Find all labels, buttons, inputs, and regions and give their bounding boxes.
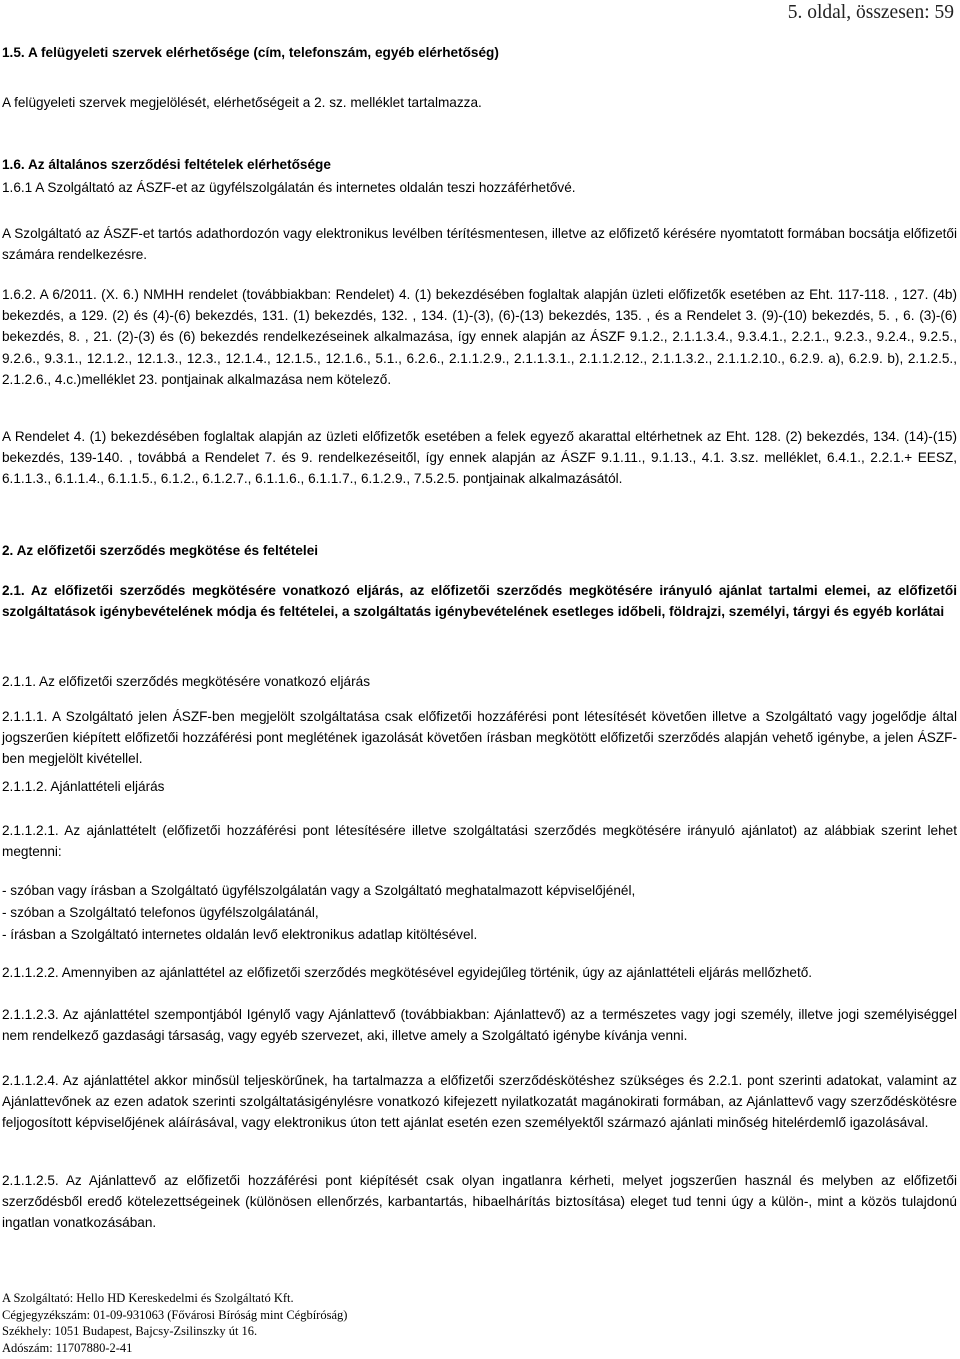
list-item: - szóban vagy írásban a Szolgáltató ügyfélszolgálatán vagy a Szolgáltató meghatalmazott képviselőjénél,: [2, 883, 636, 898]
section-1-6-2: 1.6.2. A 6/2011. (X. 6.) NMHH rendelet (továbbiakban: Rendelet) 4. (1) bekezdésében foglaltak alapján üzleti előfizetők esetében az Eht. 117-118. , 127. (4b) bekezdés, a 129. (2) és (4)-(6) bekezdés, 131. (1) bekezdés, 132. , 134. (1)-(3), (6)-(13) bekezdés, 135. , és a Rendelet 3. (9)-(10) bekezdés, 5. , 6. (3)-(6) bekezdés, 8. , 21. (2)-(3) és (6) bekezdés rendelkezéseinek alkalmazása, így ennek alapján az ÁSZF 9.1.2., 2.1.1.3.4., 9.3.4.1., 2.2.1., 9.2.3., 9.2.4., 9.2.5., 9.2.6., 9.3.1., 12.1.2., 12.1.3., 12.3., 12.1.4., 12.1.5., 12.1.6., 5.1., 6.2.6., 2.1.1.2.9., 2.1.1.3.1., 2.1.1.2.12., 2.1.1.3.2., 2.1.1.2.10., 6.2.9. a), 6.2.9. b), 2.1.2.5., 2.1.2.6., 4.c.)melléklet 23. pontjainak alkalmazása nem kötelező.: [2, 287, 957, 387]
section-2-1-1-2-2: 2.1.1.2.2. Amennyiben az ajánlattétel az előfizetői szerződés megkötésével egyidejűleg történik, úgy az ajánlattételi eljárás mellőzhető.: [2, 965, 813, 980]
footer-tax-number: Adószám: 11707880-2-41: [2, 1340, 133, 1355]
section-2-1-heading: 2.1. Az előfizetői szerződés megkötésére vonatkozó eljárás, az előfizetői szerződés megkötésére irányuló ajánlat tartalmi elemei, az előfizetői szolgáltatások igénybevételének módja és feltételei, a szolgáltatás igénybevételének esetleges időbeli, földrajzi, személyi, tárgyi és egyéb korlátai: [2, 583, 957, 620]
section-2-1-1: 2.1.1. Az előfizetői szerződés megkötésére vonatkozó eljárás: [2, 674, 370, 689]
page-number-label: 5. oldal, összesen: 59: [787, 2, 954, 23]
section-2-1-1-2-3: 2.1.1.2.3. Az ajánlattétel szempontjából Igénylő vagy Ajánlattevő (továbbiakban: Ajánlattevő) az a természetes vagy jogi személy, illetve jogi személyiséggel nem rendelkező gazdasági társaság, vagy egyéb szervezet, aki, illetve amely a Szolgáltató igénybe kívánja venni.: [2, 1007, 957, 1044]
section-1-5-heading: 1.5. A felügyeleti szervek elérhetősége (cím, telefonszám, egyéb elérhetőség): [2, 45, 499, 60]
section-2-1-1-2-1: 2.1.1.2.1. Az ajánlattételt (előfizetői hozzáférési pont létesítésére illetve szolgáltatási szerződés megkötésére irányuló ajánlatot) az alábbiak szerint lehet megtenni:: [2, 823, 957, 860]
section-2-1-1-2-4: 2.1.1.2.4. Az ajánlattétel akkor minősül teljeskörűnek, ha tartalmazza a előfizetői szerződéskötéshez szükséges és 2.2.1. pont szerinti adatokat, valamint az Ajánlattevőnek az ezen adatok szerinti szolgáltatásigénylésre vonatkozó kifejezett nyilatkozatát magánokirati formában, az Ajánlattevő vagy szerződéskötésre feljogosított képviselőjének aláírásával, vagy elektronikus úton tett ajánlat esetén ezen személyektől származó ajánlati minőség hitelérdemlő igazolásával.: [2, 1073, 957, 1131]
section-1-6-1-line1: 1.6.1 A Szolgáltató az ÁSZF-et az ügyfélszolgálatán és internetes oldalán teszi hozzáférhetővé.: [2, 180, 576, 195]
footer-address: Székhely: 1051 Budapest, Bajcsy-Zsilinszky út 16.: [2, 1324, 258, 1338]
section-2-1-1-2: 2.1.1.2. Ajánlattételi eljárás: [2, 779, 165, 794]
section-2-heading: 2. Az előfizetői szerződés megkötése és feltételei: [2, 543, 319, 558]
company-footer: [2, 1290, 347, 1356]
list-item: - szóban a Szolgáltató telefonos ügyfélszolgálatánál,: [2, 905, 319, 920]
section-1-6-heading: 1.6. Az általános szerződési feltételek elérhetősége: [2, 157, 331, 172]
footer-company-name: A Szolgáltató: Hello HD Kereskedelmi és Szolgáltató Kft.: [2, 1291, 294, 1305]
list-item: - írásban a Szolgáltató internetes oldalán levő elektronikus adatlap kitöltésével.: [2, 927, 478, 942]
footer-registration-number: Cégjegyzékszám: 01-09-931063 (Fővárosi Bíróság mint Cégbíróság): [2, 1307, 348, 1322]
section-2-1-1-2-5: 2.1.1.2.5. Az Ajánlattevő az előfizetői hozzáférési pont kiépítését csak olyan ingatlanra kérheti, melyet jogszerűen használ és melyben az előfizetői szerződésből eredő kötelezettségeinek (különösen ellenőrzés, karbantartás, hibaelhárítás biztosítása) eleget tud tenni úgy a külön-, mint a közös tulajdonú ingatlan vonatkozásában.: [2, 1173, 957, 1231]
section-1-5-text: A felügyeleti szervek megjelölését, elérhetőségeit a 2. sz. melléklet tartalmazza.: [2, 95, 482, 110]
section-2-1-1-1: 2.1.1.1. A Szolgáltató jelen ÁSZF-ben megjelölt szolgáltatása csak előfizetői hozzáférési pont létesítését követően illetve a Szolgáltató vagy jogelődje által jogszerűen kiépített előfizetői hozzáférési pont meglétének igazolását követően írásban megkötött előfizetői szerződés alapján vehető igénybe, a jelen ÁSZF-ben megjelölt kivétellel.: [2, 709, 957, 767]
section-1-6-1-line2: A Szolgáltató az ÁSZF-et tartós adathordozón vagy elektronikus levélben térítésmentesen, illetve az előfizető kérésére nyomtatott formában bocsátja előfizetői számára rendelkezésre.: [2, 226, 957, 263]
section-1-6-2-continued: A Rendelet 4. (1) bekezdésében foglaltak alapján az üzleti előfizetők esetében a felek egyező akarattal eltérhetnek az Eht. 128. (2) bekezdés, 134. (14)-(15) bekezdés, 139-140. , továbbá a Rendelet 7. és 9. rendelkezéseitől, így ennek alapján az ÁSZF 9.1.11., 9.1.13., 4.1. 3.sz. melléklet, 6.4.1., 2.2.1.+ EESZ, 6.1.1.3., 6.1.1.4., 6.1.1.5., 6.1.2., 6.1.2.7., 6.1.1.6., 6.1.1.7., 6.1.2.9., 7.5.2.5. pontjainak alkalmazásától.: [2, 429, 957, 487]
